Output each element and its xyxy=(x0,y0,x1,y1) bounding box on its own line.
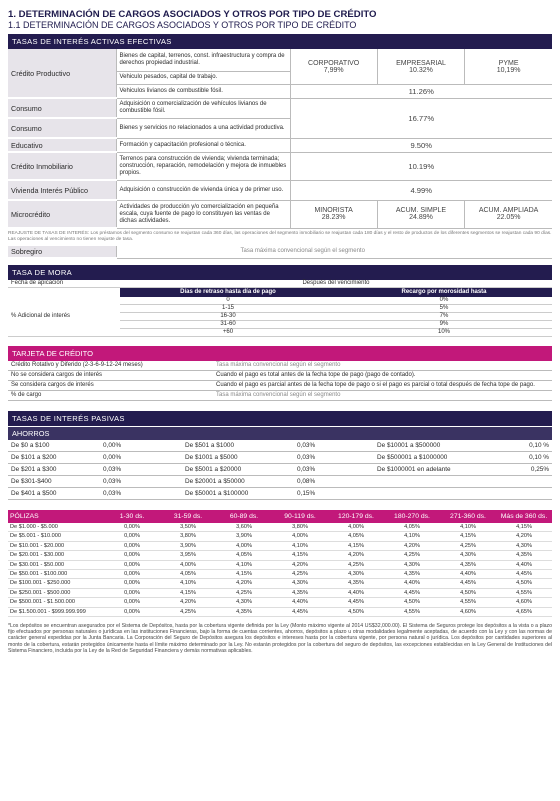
mora-recargo: 7% xyxy=(336,313,552,321)
mora-col-dias: Días de retraso hasta día de pago xyxy=(120,288,336,298)
corporativo-cell xyxy=(290,49,377,85)
polizas-header-row xyxy=(8,510,552,523)
pyme-heading: PYME xyxy=(498,59,519,67)
polizas-range: De $10.001 - $20.000 xyxy=(8,541,104,550)
polizas-rate: 4,35% xyxy=(216,607,272,616)
polizas-rate: 4,40% xyxy=(440,570,496,579)
ahorros-header: AHORROS xyxy=(8,427,552,440)
tarjeta-header: TARJETA DE CRÉDITO xyxy=(8,346,552,361)
page-subtitle: 1.1 DETERMINACIÓN DE CARGOS ASOCIADOS Y OTROS POR TIPO DE CRÉDITO xyxy=(8,20,357,30)
mora-recargo: 5% xyxy=(336,305,552,313)
polizas-rate: 0,00% xyxy=(104,588,160,597)
polizas-range: De $50.001 - $100.000 xyxy=(8,570,104,579)
tarjeta-row-desc: Tasa máxima convencional según el segmento xyxy=(213,391,552,401)
polizas-rate: 4,20% xyxy=(160,598,216,607)
minorista-heading: MINORISTA xyxy=(314,207,353,214)
polizas-rate: 0,00% xyxy=(104,607,160,616)
polizas-row xyxy=(8,551,552,560)
polizas-rate: 4,15% xyxy=(216,570,272,579)
acum-simple-cell xyxy=(377,200,464,228)
tarjeta-table xyxy=(8,361,552,401)
mora-despues: Después del vencimiento xyxy=(120,280,552,288)
polizas-term-header: 90-119 ds. xyxy=(272,510,328,523)
polizas-rate: 4,35% xyxy=(440,560,496,569)
activas-table xyxy=(8,49,552,229)
acum-ampliada-rate: 22.05% xyxy=(496,214,521,221)
ahorros-rate: 0,08% xyxy=(294,476,374,488)
ahorros-rate: 0,03% xyxy=(100,488,182,500)
productivo-desc-1: Bienes de capital, terrenos, const. infraestructura y compra de derechos propiedad industrial. xyxy=(116,49,290,71)
consumo-desc-2: Bienes y servicios no relacionados a una actividad productiva. xyxy=(116,118,290,138)
polizas-rate: 4,15% xyxy=(496,523,552,532)
polizas-range: De $250.001 - $500.000 xyxy=(8,588,104,597)
polizas-term-header: Más de 360 ds. xyxy=(496,510,552,523)
micro-label: Microcrédito xyxy=(8,200,116,228)
mora-recargo: 9% xyxy=(336,321,552,329)
polizas-range: De $5.001 - $10.000 xyxy=(8,532,104,541)
pasivas-header: TASAS DE INTERÉS PASIVAS xyxy=(8,411,552,426)
ahorros-rate: 0,03% xyxy=(294,440,374,452)
polizas-term-header: 1-30 ds. xyxy=(104,510,160,523)
ahorros-range: De $1000001 en adelante xyxy=(374,464,482,476)
vivienda-desc: Adquisición o construcción de vivienda única y de primer uso. xyxy=(116,180,290,200)
polizas-rate: 4,10% xyxy=(440,523,496,532)
polizas-rate: 4,65% xyxy=(496,607,552,616)
mora-dias: +60 xyxy=(120,329,336,337)
polizas-rate: 4,40% xyxy=(384,579,440,588)
polizas-term-header: 31-59 ds. xyxy=(160,510,216,523)
polizas-rate: 4,00% xyxy=(328,523,384,532)
tarjeta-row-desc: Tasa máxima convencional según el segmento xyxy=(213,361,552,371)
polizas-rate: 4,40% xyxy=(496,560,552,569)
polizas-range: De $1.500.001 - $999.999.999 xyxy=(8,607,104,616)
polizas-rate: 4,45% xyxy=(384,588,440,597)
polizas-rate: 4,55% xyxy=(440,598,496,607)
ahorros-rate: 0,25% xyxy=(482,464,552,476)
mora-dias: 1-15 xyxy=(120,305,336,313)
mora-dias: 31-60 xyxy=(120,321,336,329)
polizas-rate: 4,60% xyxy=(440,607,496,616)
corporativo-heading: CORPORATIVO xyxy=(308,59,360,67)
mora-dias: 0 xyxy=(120,297,336,305)
polizas-rate: 4,50% xyxy=(328,607,384,616)
page-title: 1. DETERMINACIÓN DE CARGOS ASOCIADOS Y OTROS POR TIPO DE CRÉDITO xyxy=(8,9,377,20)
ahorros-rate: 0,00% xyxy=(100,440,182,452)
polizas-rate: 4,50% xyxy=(384,598,440,607)
mora-blank-cell xyxy=(8,288,120,298)
polizas-row xyxy=(8,588,552,597)
mora-recargo: 0% xyxy=(336,297,552,305)
productivo-desc-3: Vehiculos livianos de combustible fósil. xyxy=(116,85,290,98)
polizas-range: De $20.001 - $30.000 xyxy=(8,551,104,560)
polizas-rate: 4,00% xyxy=(216,541,272,550)
polizas-rate: 4,05% xyxy=(216,551,272,560)
polizas-rate: 3,90% xyxy=(216,532,272,541)
footnote: *Los depósitos se encuentran asegurados por el Sistema de Depósitos, hasta por la cobertura vigente definida por la Ley (Monto máximo vigente al 2014 US$32,000.00). El Sistema de Seguros protege los depósitos a la vista o a plazo fijo efectuados por personas naturales o jurídicas en las instituciones Financieras, bajo la forma de cuentas corrientes, ahorros, depósitos a plazo u otras modalidades legalmente aceptadas, de acuerdo con la Ley y con las normas de carácter general expedidas por la Junta Bancaria. La Corporación del Seguro de Depósitos asegura los depósitos e intereses hasta por la cobertura vigente, por persona natural o jurídica. Los depósitos por cantidades superiores al monto de la cobertura, estarán protegidos únicamente hasta el límite máximo determinado por la Ley. No estarán protegidos por la cobertura del seguro de depósitos, las excepciones establecidas en la Ley General de Instituciones del Sistema Financiero, incluida por la Ley de la Red de Seguridad Financiera y demás normativas aplicables. xyxy=(8,623,552,654)
tarjeta-row-label: Crédito Rotativo y Diferido (2-3-6-9-12-24 meses) xyxy=(8,361,213,371)
polizas-rate: 4,45% xyxy=(328,598,384,607)
polizas-rate: 4,50% xyxy=(496,579,552,588)
polizas-rate: 3,50% xyxy=(160,523,216,532)
mora-aplicacion: Fecha de apicación xyxy=(8,280,120,288)
mora-table xyxy=(8,280,552,337)
polizas-rate: 0,00% xyxy=(104,570,160,579)
ahorros-rate: 0,03% xyxy=(294,464,374,476)
polizas-title: PÓLIZAS xyxy=(8,510,104,523)
polizas-rate: 4,30% xyxy=(328,570,384,579)
sobregiro-label: Sobregiro xyxy=(8,246,116,258)
polizas-term-header: 120-179 ds. xyxy=(328,510,384,523)
polizas-rate: 4,40% xyxy=(328,588,384,597)
polizas-range: De $30.001 - $50.000 xyxy=(8,560,104,569)
corporativo-rate: 7,99% xyxy=(323,66,344,74)
reajuste-note: REAJUSTE DE TASAS DE INTERÉS: Los préstamos del segmento consumo se reajustan cada 360 días, las operaciones del segmento inmobiliario se reajustan cada 180 días y el resto de productos de los diferentes segmentos se reajustan cada 90 días. Las operaciones al vencimiento no tienen reajuste de tasa. xyxy=(8,231,552,242)
polizas-range: De $1.000 - $5.000 xyxy=(8,523,104,532)
tarjeta-row-label: No se considera cargos de interés xyxy=(8,371,213,381)
polizas-rate: 3,80% xyxy=(272,523,328,532)
micro-desc: Actividades de producción y/o comercialización en pequeña escala, cuya fuente de pago lo constituyen las ventas de dichas actividades. xyxy=(116,200,290,228)
polizas-rate: 4,35% xyxy=(272,588,328,597)
polizas-row xyxy=(8,570,552,579)
sobregiro-desc: Tasa máxima convencional según el segmento xyxy=(116,246,552,258)
ahorros-row xyxy=(8,452,552,464)
polizas-rate: 4,35% xyxy=(384,570,440,579)
polizas-rate: 4,05% xyxy=(328,532,384,541)
polizas-rate: 4,35% xyxy=(496,551,552,560)
mora-header: TASA DE MORA xyxy=(8,265,552,280)
polizas-rate: 4,40% xyxy=(272,598,328,607)
polizas-term-header: 180-270 ds. xyxy=(384,510,440,523)
polizas-rate: 4,25% xyxy=(272,570,328,579)
acum-simple-rate: 24.89% xyxy=(409,214,433,221)
ahorros-range: De $20001 a $50000 xyxy=(182,476,294,488)
polizas-rate: 4,30% xyxy=(272,579,328,588)
productivo-label: Crédito Productivo xyxy=(8,49,116,98)
polizas-row xyxy=(8,532,552,541)
consumo-label-2: Consumo xyxy=(8,118,116,138)
mora-row-label: % Adicional de interés xyxy=(8,297,120,337)
polizas-rate: 4,15% xyxy=(440,532,496,541)
ahorros-row xyxy=(8,476,552,488)
polizas-rate: 4,15% xyxy=(160,588,216,597)
ahorros-body xyxy=(8,440,552,500)
acum-simple-heading: ACUM. SIMPLE xyxy=(395,207,447,214)
polizas-rate: 4,25% xyxy=(328,560,384,569)
inmobiliario-label: Crédito Inmobiliario xyxy=(8,152,116,180)
polizas-rate: 4,05% xyxy=(160,570,216,579)
ahorros-rate: 0,03% xyxy=(100,476,182,488)
consumo-label-1: Consumo xyxy=(8,98,116,118)
polizas-rate: 4,45% xyxy=(496,570,552,579)
polizas-table xyxy=(8,510,552,617)
ahorros-rate xyxy=(482,488,552,500)
tarjeta-row-label: % de cargo xyxy=(8,391,213,401)
vivienda-label: Vivienda Interés Público xyxy=(8,180,116,200)
ahorros-rate: 0,15% xyxy=(294,488,374,500)
tarjeta-row-desc: Cuando el pago es parcial antes de la fecha tope de pago o si el pago es parcial o total después de fecha tope de pago. xyxy=(213,381,552,391)
polizas-rate: 0,00% xyxy=(104,579,160,588)
ahorros-range: De $500001 a $1000000 xyxy=(374,452,482,464)
ahorros-range: De $10001 a $500000 xyxy=(374,440,482,452)
polizas-rate: 4,10% xyxy=(384,532,440,541)
minorista-rate: 28.23% xyxy=(321,214,346,221)
polizas-rate: 4,25% xyxy=(384,551,440,560)
empresarial-heading: EMPRESARIAL xyxy=(396,59,446,67)
polizas-rate: 4,15% xyxy=(328,541,384,550)
polizas-rate: 4,20% xyxy=(328,551,384,560)
ahorros-rate: 0,03% xyxy=(294,452,374,464)
polizas-rate: 4,20% xyxy=(384,541,440,550)
polizas-rate: 3,95% xyxy=(160,551,216,560)
inmobiliario-rate: 10.19% xyxy=(290,152,552,180)
polizas-rate: 4,55% xyxy=(496,588,552,597)
polizas-rate: 0,00% xyxy=(104,523,160,532)
consumo-desc-1: Adquisición o comercialización de vehículos livianos de combustible fósil. xyxy=(116,98,290,118)
ahorros-range: De $0 a $100 xyxy=(8,440,100,452)
polizas-range: De $100.001 - $250.000 xyxy=(8,579,104,588)
polizas-rate: 4,35% xyxy=(328,579,384,588)
polizas-rate: 4,20% xyxy=(272,560,328,569)
ahorros-row xyxy=(8,488,552,500)
polizas-row xyxy=(8,579,552,588)
ahorros-range xyxy=(374,488,482,500)
polizas-rate: 4,00% xyxy=(272,532,328,541)
polizas-body xyxy=(8,510,552,617)
ahorros-range: De $50001 a $100000 xyxy=(182,488,294,500)
polizas-row xyxy=(8,598,552,607)
polizas-rate: 4,25% xyxy=(216,588,272,597)
productivo-desc-2: Vehiculo pesados, capital de trabajo. xyxy=(116,71,290,84)
sobregiro-table xyxy=(8,246,552,259)
pyme-cell xyxy=(465,49,552,85)
polizas-rate: 4,00% xyxy=(160,560,216,569)
page xyxy=(8,9,552,654)
polizas-rate: 4,10% xyxy=(272,541,328,550)
polizas-range: De $500.001 - $1.500.000 xyxy=(8,598,104,607)
ahorros-table xyxy=(8,440,552,500)
polizas-row xyxy=(8,607,552,616)
empresarial-rate: 10.32% xyxy=(409,66,433,74)
polizas-rate: 4,50% xyxy=(440,588,496,597)
educativo-label: Educativo xyxy=(8,138,116,152)
polizas-rate: 4,10% xyxy=(216,560,272,569)
mora-col-recargo: Recargo por morosidad hasta xyxy=(336,288,552,298)
vivienda-rate: 4.99% xyxy=(290,180,552,200)
tarjeta-row-desc: Cuando el pago es total antes de la fecha tope de pago (pago de contado). xyxy=(213,371,552,381)
ahorros-range: De $201 a $300 xyxy=(8,464,100,476)
polizas-rate: 0,00% xyxy=(104,551,160,560)
activas-header: TASAS DE INTERÉS ACTIVAS EFECTIVAS xyxy=(8,34,552,49)
polizas-rate: 4,10% xyxy=(160,579,216,588)
polizas-rate: 3,90% xyxy=(160,541,216,550)
ahorros-row xyxy=(8,440,552,452)
ahorros-range: De $101 a $200 xyxy=(8,452,100,464)
livianos-rate: 11.26% xyxy=(290,85,552,98)
mora-dias: 16-30 xyxy=(120,313,336,321)
polizas-rate: 0,00% xyxy=(104,560,160,569)
mora-recargo: 10% xyxy=(336,329,552,337)
polizas-rate: 3,60% xyxy=(216,523,272,532)
polizas-row xyxy=(8,541,552,550)
polizas-rate: 4,25% xyxy=(160,607,216,616)
polizas-rate: 0,00% xyxy=(104,532,160,541)
ahorros-range: De $301-$400 xyxy=(8,476,100,488)
ahorros-rate: 0,00% xyxy=(100,452,182,464)
polizas-rate: 4,45% xyxy=(272,607,328,616)
ahorros-rate: 0,03% xyxy=(100,464,182,476)
polizas-rate: 0,00% xyxy=(104,598,160,607)
ahorros-range: De $5001 a $20000 xyxy=(182,464,294,476)
polizas-rate: 4,20% xyxy=(216,579,272,588)
ahorros-range: De $1001 a $5000 xyxy=(182,452,294,464)
polizas-rate: 4,05% xyxy=(384,523,440,532)
ahorros-range: De $401 a $500 xyxy=(8,488,100,500)
polizas-term-header: 271-360 ds. xyxy=(440,510,496,523)
inmobiliario-desc: Terrenos para construcción de vivienda; vivienda terminada; construcción, reparación, remodelación y mejora de inmuebles propios. xyxy=(116,152,290,180)
polizas-rate: 4,55% xyxy=(384,607,440,616)
polizas-rate: 4,20% xyxy=(496,532,552,541)
consumo-rate: 16.77% xyxy=(290,98,552,138)
polizas-rate: 4,15% xyxy=(272,551,328,560)
polizas-rate: 4,30% xyxy=(384,560,440,569)
pyme-rate: 10,19% xyxy=(496,66,521,74)
polizas-rate: 4,45% xyxy=(440,579,496,588)
polizas-row xyxy=(8,523,552,532)
polizas-rate: 4,30% xyxy=(440,551,496,560)
acum-ampliada-cell xyxy=(465,200,552,228)
polizas-rate: 3,80% xyxy=(160,532,216,541)
ahorros-row xyxy=(8,464,552,476)
ahorros-rate xyxy=(482,476,552,488)
polizas-row xyxy=(8,560,552,569)
acum-ampliada-heading: ACUM. AMPLIADA xyxy=(478,207,539,214)
polizas-rate: 4,60% xyxy=(496,598,552,607)
tarjeta-row-label: Se considera cargos de interés xyxy=(8,381,213,391)
polizas-rate: 4,30% xyxy=(216,598,272,607)
ahorros-rate: 0,10 % xyxy=(482,440,552,452)
ahorros-range xyxy=(374,476,482,488)
ahorros-rate: 0,10 % xyxy=(482,452,552,464)
educativo-desc: Formación y capacitación profesional o técnica. xyxy=(116,138,290,152)
polizas-rate: 0,00% xyxy=(104,541,160,550)
educativo-rate: 9.50% xyxy=(290,138,552,152)
polizas-rate: 4,30% xyxy=(496,541,552,550)
minorista-cell xyxy=(290,200,377,228)
polizas-rate: 4,25% xyxy=(440,541,496,550)
ahorros-range: De $501 a $1000 xyxy=(182,440,294,452)
empresarial-cell xyxy=(377,49,464,85)
polizas-term-header: 60-89 ds. xyxy=(216,510,272,523)
